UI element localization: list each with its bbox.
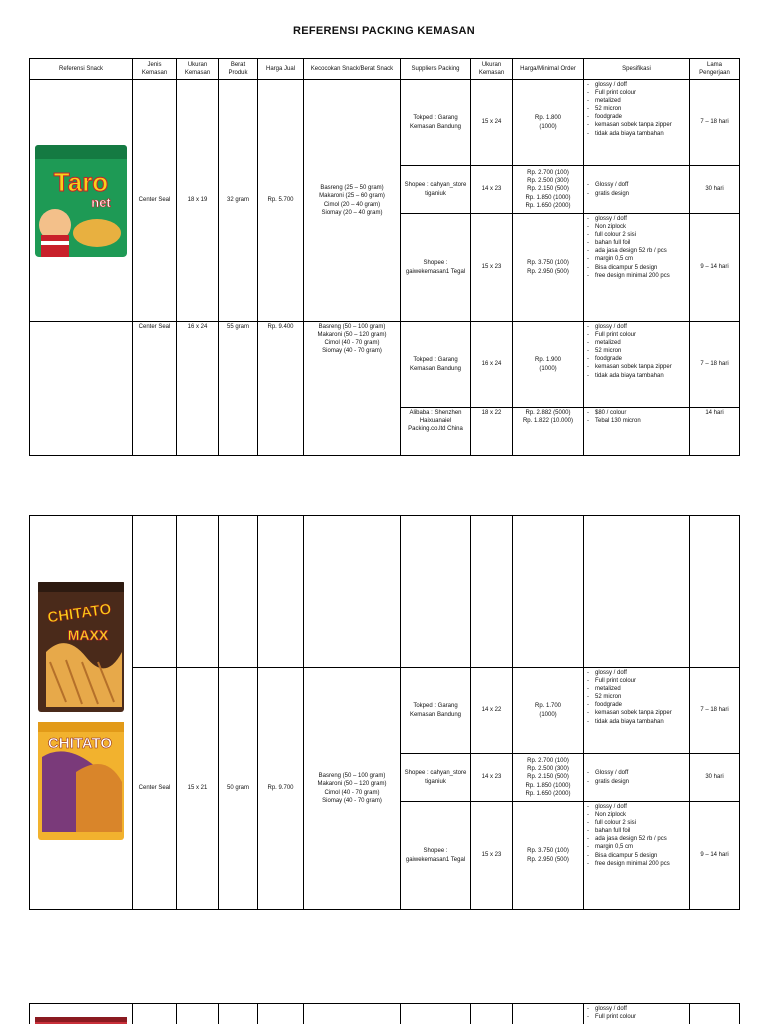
table-row	[30, 322, 740, 408]
spec-item: - metalized	[587, 339, 687, 347]
kecocokan-line: Siomay (40 - 70 gram)	[322, 348, 382, 355]
spec-item: - foodgrade	[587, 701, 687, 709]
lama-pengerjaan: 9 – 14 hari	[690, 214, 740, 322]
spesifikasi	[584, 754, 690, 802]
spec-item: - glossy / doff	[587, 669, 687, 677]
spesifikasi	[584, 802, 690, 910]
supplier-harga	[513, 668, 584, 754]
spec-item: - Tebal 130 micron	[587, 417, 687, 425]
spec-item: - Non ziplock	[587, 223, 687, 231]
header-kecocokan: Kecocokan Snack/Berat Snack	[304, 59, 401, 80]
lama-pengerjaan: 30 hari	[690, 754, 740, 802]
harga-line: Rp. 1.850 (1000)	[525, 782, 571, 789]
spec-item: - kemasan sobek tanpa zipper	[587, 363, 687, 371]
header-suppliers: Suppliers Packing	[401, 59, 471, 80]
spec-item: - $80 / colour	[587, 409, 687, 417]
harga-line: Rp. 3.750 (100)	[527, 848, 569, 855]
spec-item: - glossy / doff	[587, 1005, 687, 1013]
ukuran-kemasan: 15 x 21	[177, 668, 219, 910]
spec-item: - metalized	[587, 685, 687, 693]
empty-cell	[219, 1004, 258, 1024]
supplier-ukuran: 14 x 23	[471, 166, 513, 214]
empty-cell	[133, 1004, 177, 1024]
spec-item: - glossy / doff	[587, 81, 687, 89]
spec-item: - kemasan sobek tanpa zipper	[587, 121, 687, 129]
harga-line: (1000)	[539, 123, 557, 130]
table-row	[30, 80, 740, 166]
supplier-name: Tokped : Garang Kemasan Bandung	[401, 80, 471, 166]
header-berat: Berat Produk	[219, 59, 258, 80]
table-3-clip	[0, 1003, 768, 1024]
supplier-name: Shopee : gaiwekemasan1 Tegal	[401, 214, 471, 322]
empty-cell	[690, 516, 740, 668]
header-lama: Lama Pengerjaan	[690, 59, 740, 80]
supplier-harga	[513, 214, 584, 322]
spec-item: - full colour 2 sisi	[587, 231, 687, 239]
spec-item: - glossy / doff	[587, 323, 687, 331]
empty-cell	[401, 1004, 471, 1024]
spec-item: - Full print colour	[587, 677, 687, 685]
harga-jual: Rp. 5.700	[258, 80, 304, 322]
table-row	[30, 668, 740, 754]
kecocokan-line: Basreng (50 – 100 gram)	[318, 324, 386, 330]
spec-item: - 52 micron	[587, 347, 687, 355]
empty-cell	[258, 516, 304, 668]
kecocokan-line: Basreng (50 – 100 gram)	[318, 773, 386, 780]
kecocokan-snack	[304, 322, 401, 456]
spesifikasi	[584, 408, 690, 456]
spec-item: - bahan full foil	[587, 827, 687, 835]
lama-pengerjaan: 7 – 18 hari	[690, 322, 740, 408]
harga-line: Rp. 2.500 (300)	[527, 766, 569, 773]
empty-cell	[513, 1004, 584, 1024]
spec-item: - ada jasa design 52 rb / pcs	[587, 247, 687, 255]
empty-row	[30, 516, 740, 668]
spec-item: - Bisa dicampur 5 design	[587, 852, 687, 860]
supplier-ukuran: 18 x 22	[471, 408, 513, 456]
harga-line: Rp. 2.700 (100)	[527, 170, 569, 177]
harga-line: Rp. 1.900	[534, 357, 562, 364]
empty-cell	[219, 516, 258, 668]
supplier-ukuran: 14 x 22	[471, 668, 513, 754]
table-row	[30, 1004, 740, 1024]
header-harga: Harga Jual	[258, 59, 304, 80]
kecocokan-line: Basreng (25 – 50 gram)	[320, 185, 384, 192]
chitato-snack-image	[36, 582, 126, 844]
spec-item: - tidak ada biaya tambahan	[587, 372, 687, 380]
supplier-ukuran: 15 x 23	[471, 802, 513, 910]
empty-cell	[690, 1004, 740, 1024]
empty-cell	[177, 1004, 219, 1024]
jenis-kemasan: Center Seal	[133, 80, 177, 322]
chitato-brand-text: CHITATO	[46, 600, 113, 626]
lama-pengerjaan: 30 hari	[690, 166, 740, 214]
empty-cell	[584, 516, 690, 668]
header-referensi: Referensi Snack	[30, 59, 133, 80]
harga-line: Rp. 2.500 (300)	[527, 178, 569, 185]
spec-item: - 52 micron	[587, 105, 687, 113]
harga-line: Rp. 3.750 (100)	[527, 260, 569, 267]
spec-item: - Full print colour	[587, 89, 687, 97]
spec-item: - margin 0,5 cm	[587, 843, 687, 851]
kecocokan-line: Cimol (40 - 70 gram)	[324, 789, 380, 796]
kecocokan-snack	[304, 668, 401, 910]
spec-item: - ada jasa design 52 rb / pcs	[587, 835, 687, 843]
taro-sub-text: net	[91, 194, 111, 210]
spec-item: - tidak ada biaya tambahan	[587, 130, 687, 138]
header-ukuran: Ukuran Kemasan	[177, 59, 219, 80]
supplier-name: Shopee : cahyan_store tiganiuk	[401, 754, 471, 802]
supplier-ukuran: 14 x 23	[471, 754, 513, 802]
supplier-name: Tokped : Garang Kemasan Bandung	[401, 668, 471, 754]
supplier-ukuran: 16 x 24	[471, 322, 513, 408]
spec-item: - Full print colour	[587, 1013, 687, 1021]
supplier-harga	[513, 80, 584, 166]
kecocokan-line: Makaroni (50 – 120 gram)	[317, 781, 387, 788]
spec-item: - foodgrade	[587, 113, 687, 121]
berat-produk: 50 gram	[219, 668, 258, 910]
empty-cell	[401, 516, 471, 668]
harga-line: Rp. 2.950 (500)	[527, 856, 569, 863]
ukuran-kemasan: 16 x 24	[177, 322, 219, 456]
spesifikasi	[584, 214, 690, 322]
kecocokan-line: Cimol (40 - 70 gram)	[324, 340, 380, 347]
snack-image-partial	[35, 1017, 127, 1024]
supplier-name: Shopee : gaiwekemasan1 Tegal	[401, 802, 471, 910]
harga-line: Rp. 1.650 (2000)	[525, 790, 571, 797]
snack-image-cell	[30, 80, 133, 322]
harga-line: Rp. 2.150 (500)	[527, 186, 569, 193]
harga-line: (1000)	[539, 365, 557, 372]
supplier-harga	[513, 754, 584, 802]
spec-item: - Glossy / doff	[587, 181, 687, 189]
empty-cell	[304, 516, 401, 668]
packing-table-2	[29, 515, 740, 910]
supplier-harga	[513, 166, 584, 214]
taro-snack-image	[35, 145, 127, 257]
kecocokan-line: Makaroni (50 – 120 gram)	[317, 332, 387, 339]
chitato2-brand-text: CHITATO	[47, 734, 113, 752]
ukuran-kemasan: 18 x 19	[177, 80, 219, 322]
spec-item: - full colour 2 sisi	[587, 819, 687, 827]
spec-item: - 52 micron	[587, 693, 687, 701]
empty-cell	[133, 516, 177, 668]
supplier-harga	[513, 322, 584, 408]
supplier-name: Tokped : Garang Kemasan Bandung	[401, 322, 471, 408]
packing-table-1	[29, 58, 740, 456]
harga-line: Rp. 2.950 (500)	[527, 268, 569, 275]
lama-pengerjaan: 7 – 18 hari	[690, 668, 740, 754]
snack-image-cell	[30, 322, 133, 456]
kecocokan-line: Makaroni (25 – 60 gram)	[319, 193, 385, 200]
chitato-sub-text: MAXX	[67, 626, 109, 643]
harga-line: Rp. 1.850 (1000)	[525, 194, 571, 201]
empty-cell	[513, 516, 584, 668]
supplier-ukuran: 15 x 24	[471, 80, 513, 166]
kecocokan-snack	[304, 80, 401, 322]
lama-pengerjaan: 14 hari	[690, 408, 740, 456]
berat-produk: 55 gram	[219, 322, 258, 456]
spec-item: - glossy / doff	[587, 803, 687, 811]
empty-cell	[177, 516, 219, 668]
spec-item: - Full print colour	[587, 331, 687, 339]
packing-table-3	[29, 1003, 740, 1024]
spesifikasi	[584, 322, 690, 408]
empty-cell	[471, 1004, 513, 1024]
jenis-kemasan: Center Seal	[133, 322, 177, 456]
harga-line: (1000)	[539, 711, 557, 718]
harga-jual: Rp. 9.700	[258, 668, 304, 910]
spec-item: - margin 0,5 cm	[587, 255, 687, 263]
spec-item: - Glossy / doff	[587, 769, 687, 777]
header-ukuran-kemasan: Ukuran Kemasan	[471, 59, 513, 80]
header-jenis: Jenis Kemasan	[133, 59, 177, 80]
spec-item: - gratis design	[587, 190, 687, 198]
empty-cell	[471, 516, 513, 668]
kecocokan-line: Siomay (20 – 40 gram)	[321, 209, 383, 216]
spec-item: - Non ziplock	[587, 811, 687, 819]
spec-item: - free design minimal 200 pcs	[587, 860, 687, 868]
spec-item: - metalized	[587, 97, 687, 105]
lama-pengerjaan: 9 – 14 hari	[690, 802, 740, 910]
harga-line: Rp. 1.800	[534, 115, 562, 122]
spesifikasi	[584, 166, 690, 214]
harga-line: Rp. 2.882 (5000)	[525, 410, 571, 416]
harga-line: Rp. 1.822 (10.000)	[522, 418, 574, 425]
header-row	[30, 59, 740, 80]
spesifikasi	[584, 80, 690, 166]
spec-item: - Bisa dicampur 5 design	[587, 264, 687, 272]
lama-pengerjaan: 7 – 18 hari	[690, 80, 740, 166]
supplier-harga	[513, 802, 584, 910]
harga-line: Rp. 2.150 (500)	[527, 774, 569, 781]
spec-item: - free design minimal 200 pcs	[587, 272, 687, 280]
spec-item: - tidak ada biaya tambahan	[587, 718, 687, 726]
supplier-ukuran: 15 x 23	[471, 214, 513, 322]
empty-cell	[304, 1004, 401, 1024]
spec-item: - foodgrade	[587, 355, 687, 363]
kecocokan-line: Siomay (40 - 70 gram)	[322, 797, 382, 804]
empty-cell	[258, 1004, 304, 1024]
header-spesifikasi: Spesifikasi	[584, 59, 690, 80]
spec-item: - kemasan sobek tanpa zipper	[587, 709, 687, 717]
kecocokan-line: Cimol (20 – 40 gram)	[323, 201, 381, 208]
jenis-kemasan: Center Seal	[133, 668, 177, 910]
harga-line: Rp. 1.700	[534, 703, 562, 710]
harga-jual: Rp. 9.400	[258, 322, 304, 456]
header-harga-minimal: Harga/Minimal Order	[513, 59, 584, 80]
taro-brand-text: Taro	[53, 166, 109, 197]
snack-image-cell	[30, 1004, 133, 1024]
spec-item: - glossy / doff	[587, 215, 687, 223]
spesifikasi	[584, 668, 690, 754]
snack-image-cell	[30, 516, 133, 910]
spesifikasi	[584, 1004, 690, 1024]
supplier-name: Alibaba : Shenzhen Haixuanaiel Packing.co.ltd China	[401, 408, 471, 456]
berat-produk: 32 gram	[219, 80, 258, 322]
spec-item: - gratis design	[587, 778, 687, 786]
spec-item: - bahan full foil	[587, 239, 687, 247]
supplier-harga	[513, 408, 584, 456]
harga-line: Rp. 2.700 (100)	[527, 758, 569, 765]
supplier-name: Shopee : cahyan_store tiganiuk	[401, 166, 471, 214]
harga-line: Rp. 1.650 (2000)	[525, 202, 571, 209]
page-title: REFERENSI PACKING KEMASAN	[292, 25, 476, 37]
